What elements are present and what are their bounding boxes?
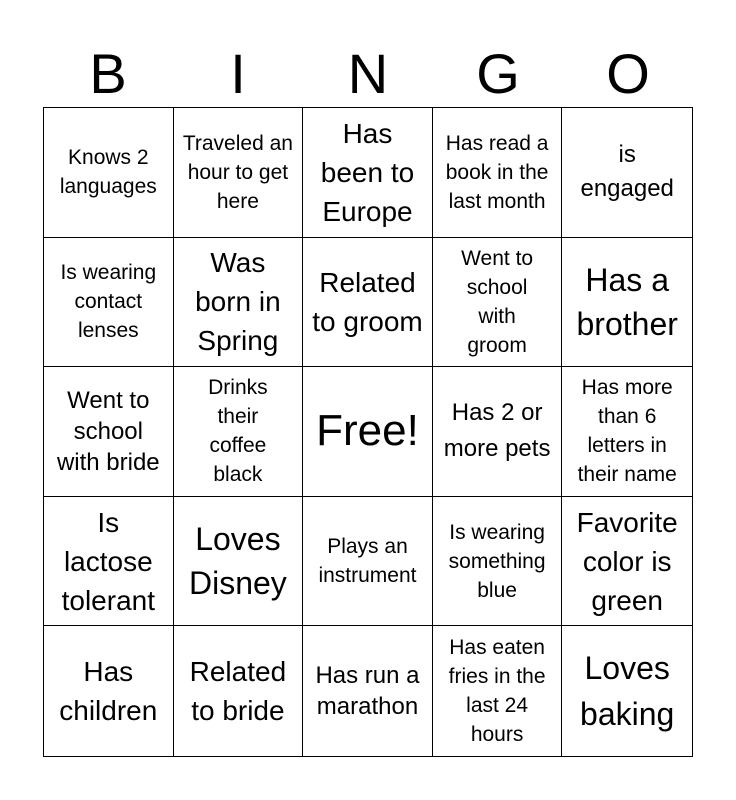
- header-letter-b: B: [89, 42, 127, 105]
- cell-text: Has 2 or more pets: [443, 399, 551, 463]
- bingo-cell[interactable]: [44, 497, 174, 627]
- cell-text: Is wearing contact lenses: [60, 261, 157, 343]
- header-letter-o: O: [606, 42, 650, 105]
- bingo-cell[interactable]: [433, 367, 563, 497]
- bingo-cell[interactable]: [174, 626, 304, 756]
- bingo-header: [43, 40, 693, 108]
- bingo-cell[interactable]: [44, 108, 174, 238]
- cell-text: Favorite color is green: [576, 506, 678, 616]
- free-space: Free!: [316, 406, 419, 456]
- cell-text: Went to school with bride: [56, 386, 160, 476]
- bingo-cell[interactable]: [44, 367, 174, 497]
- cell-text: Has run a marathon: [315, 662, 420, 721]
- cell-text: Is lactose tolerant: [61, 506, 155, 616]
- bingo-cell[interactable]: [174, 238, 304, 368]
- cell-text: Loves Disney: [188, 521, 287, 602]
- bingo-cell[interactable]: [562, 497, 692, 627]
- bingo-cell[interactable]: [303, 238, 433, 368]
- cell-text: Went to school with groom: [461, 246, 534, 357]
- bingo-cell[interactable]: [562, 108, 692, 238]
- header-letter-g: G: [476, 42, 520, 105]
- header-letter-n: N: [347, 42, 389, 105]
- bingo-cell[interactable]: [174, 367, 304, 497]
- cell-text: is engaged: [580, 141, 674, 203]
- bingo-cell[interactable]: [303, 367, 433, 497]
- cell-text: Has children: [59, 656, 158, 727]
- cell-text: Has eaten fries in the last 24 hours: [448, 636, 546, 747]
- cell-text: Has read a book in the last month: [445, 131, 549, 213]
- cell-text: Was born in Spring: [195, 247, 281, 357]
- bingo-cell[interactable]: [303, 497, 433, 627]
- cell-text: Is wearing something blue: [448, 520, 546, 602]
- cell-text: Plays an instrument: [318, 535, 417, 588]
- cell-text: Has been to Europe: [320, 117, 415, 227]
- bingo-cell[interactable]: [174, 108, 304, 238]
- header-letter-i: I: [230, 42, 246, 105]
- cell-text: Traveled an hour to get here: [182, 131, 293, 213]
- bingo-cell[interactable]: [303, 108, 433, 238]
- cell-text: Knows 2 languages: [59, 146, 157, 199]
- bingo-cell[interactable]: [44, 238, 174, 368]
- bingo-board: [43, 107, 693, 757]
- cell-text: Has a brother: [576, 261, 678, 342]
- bingo-cell[interactable]: [562, 367, 692, 497]
- bingo-cell[interactable]: [433, 108, 563, 238]
- cell-text: Loves baking: [580, 650, 675, 733]
- bingo-cell[interactable]: [433, 497, 563, 627]
- cell-text: Related to groom: [312, 266, 423, 337]
- bingo-cell[interactable]: [562, 238, 692, 368]
- cell-text: Related to bride: [189, 656, 287, 727]
- bingo-cell[interactable]: [562, 626, 692, 756]
- bingo-cell[interactable]: [433, 238, 563, 368]
- bingo-cell[interactable]: [174, 497, 304, 627]
- cell-text: Has more than 6 letters in their name: [577, 376, 677, 487]
- cell-text: Drinks their coffee black: [208, 376, 268, 487]
- bingo-cell[interactable]: [433, 626, 563, 756]
- bingo-cell[interactable]: [44, 626, 174, 756]
- bingo-cell[interactable]: [303, 626, 433, 756]
